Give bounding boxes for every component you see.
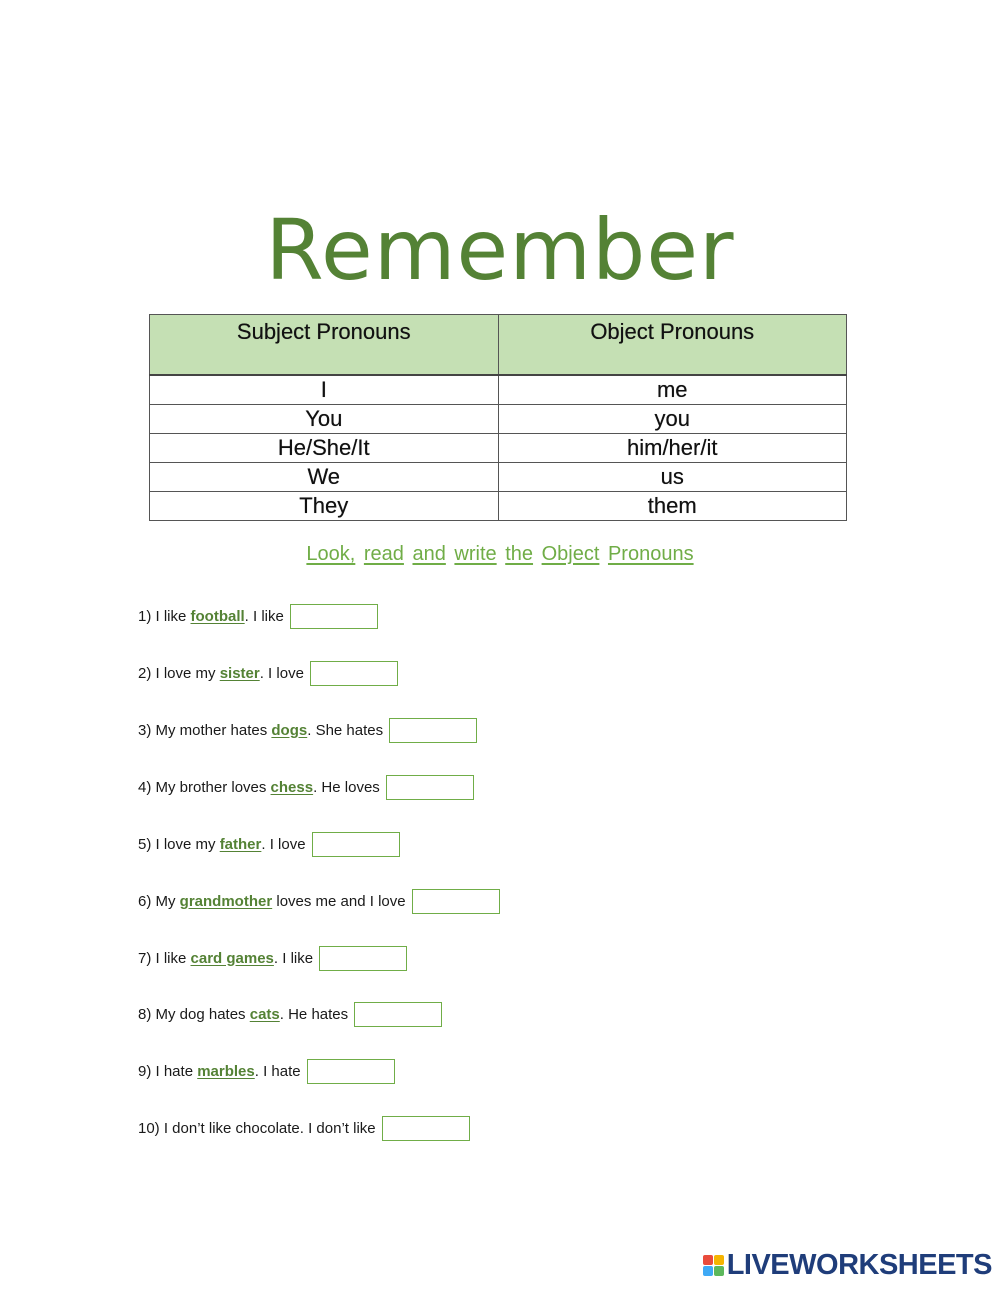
- exercise-keyword: father: [219, 835, 262, 853]
- logo-square: [703, 1255, 713, 1265]
- subject-pronoun-cell: They: [150, 492, 499, 521]
- instructions: [0, 543, 1000, 566]
- answer-input[interactable]: [290, 604, 378, 629]
- exercise-text: 10) I don’t like chocolate. I don’t like: [138, 1119, 376, 1137]
- answer-input[interactable]: [354, 1002, 442, 1027]
- subject-pronoun-cell: You: [150, 405, 499, 434]
- exercise-text: 5) I love my: [138, 835, 220, 853]
- instruction-word: the: [505, 543, 534, 565]
- exercise-item: [138, 829, 400, 859]
- header-subject-pronouns: Subject Pronouns: [150, 315, 499, 376]
- exercise-text: . He loves: [313, 778, 380, 796]
- subject-pronoun-cell: I: [150, 375, 499, 405]
- logo-square: [714, 1266, 724, 1276]
- answer-input[interactable]: [389, 718, 477, 743]
- table-header-row: [150, 315, 847, 376]
- answer-input[interactable]: [412, 889, 500, 914]
- object-pronoun-cell: me: [498, 375, 847, 405]
- exercise-text: . I hate: [254, 1062, 301, 1080]
- exercise-text: 7) I like: [138, 949, 191, 967]
- exercise-text: . I love: [259, 664, 304, 682]
- instruction-word: Look,: [306, 543, 356, 565]
- exercise-text: 3) My mother hates: [138, 721, 272, 739]
- exercise-text: loves me and I love: [272, 892, 406, 910]
- instruction-word: Object: [541, 543, 600, 565]
- exercise-item: [138, 886, 500, 916]
- logo-text: LIVEWORKSHEETS: [726, 1248, 992, 1281]
- exercise-text: 2) I love my: [138, 664, 220, 682]
- table-row: [150, 492, 847, 521]
- object-pronoun-cell: us: [498, 463, 847, 492]
- object-pronoun-cell: you: [498, 405, 847, 434]
- pronoun-table: [149, 314, 847, 521]
- answer-input[interactable]: [310, 661, 398, 686]
- exercise-text: 4) My brother loves: [138, 778, 271, 796]
- exercise-text: . I love: [261, 835, 306, 853]
- instruction-word: write: [454, 543, 497, 565]
- exercise-keyword: football: [190, 607, 245, 625]
- exercise-keyword: chess: [270, 778, 314, 796]
- exercise-text: 1) I like: [138, 607, 191, 625]
- exercise-text: 8) My dog hates: [138, 1005, 250, 1023]
- exercise-keyword: card games: [190, 949, 274, 967]
- exercise-item: [138, 943, 407, 973]
- exercise-keyword: grandmother: [179, 892, 273, 910]
- exercise-text: . He hates: [279, 1005, 349, 1023]
- exercise-item: [138, 715, 477, 745]
- answer-input[interactable]: [319, 946, 407, 971]
- instruction-word: Pronouns: [607, 543, 694, 565]
- exercise-item: [138, 601, 378, 631]
- answer-input[interactable]: [312, 832, 400, 857]
- subject-pronoun-cell: He/She/It: [150, 434, 499, 463]
- answer-input[interactable]: [386, 775, 474, 800]
- exercise-text: . I like: [273, 949, 314, 967]
- answer-input[interactable]: [382, 1116, 470, 1141]
- exercise-text: . She hates: [307, 721, 384, 739]
- exercise-item: [138, 658, 398, 688]
- exercise-item: [138, 999, 442, 1029]
- exercise-keyword: marbles: [197, 1062, 255, 1080]
- exercise-text: 6) My: [138, 892, 180, 910]
- exercise-keyword: cats: [249, 1005, 280, 1023]
- exercise-keyword: sister: [219, 664, 260, 682]
- liveworksheets-logo: [703, 1245, 992, 1285]
- exercise-item: [138, 772, 474, 802]
- exercise-item: [138, 1056, 395, 1086]
- table-row: [150, 463, 847, 492]
- header-object-pronouns: Object Pronouns: [498, 315, 847, 376]
- page-title: Remember: [265, 201, 735, 299]
- table-row: [150, 375, 847, 405]
- exercise-keyword: dogs: [271, 721, 308, 739]
- instruction-word: and: [412, 543, 446, 565]
- answer-input[interactable]: [307, 1059, 395, 1084]
- logo-square: [714, 1255, 724, 1265]
- object-pronoun-cell: them: [498, 492, 847, 521]
- instruction-word: read: [363, 543, 404, 565]
- subject-pronoun-cell: We: [150, 463, 499, 492]
- logo-square: [703, 1266, 713, 1276]
- exercise-text: 9) I hate: [138, 1062, 198, 1080]
- exercise-item: [138, 1113, 470, 1143]
- table-row: [150, 405, 847, 434]
- object-pronoun-cell: him/her/it: [498, 434, 847, 463]
- logo-icon: [703, 1255, 724, 1276]
- table-row: [150, 434, 847, 463]
- exercise-text: . I like: [244, 607, 284, 625]
